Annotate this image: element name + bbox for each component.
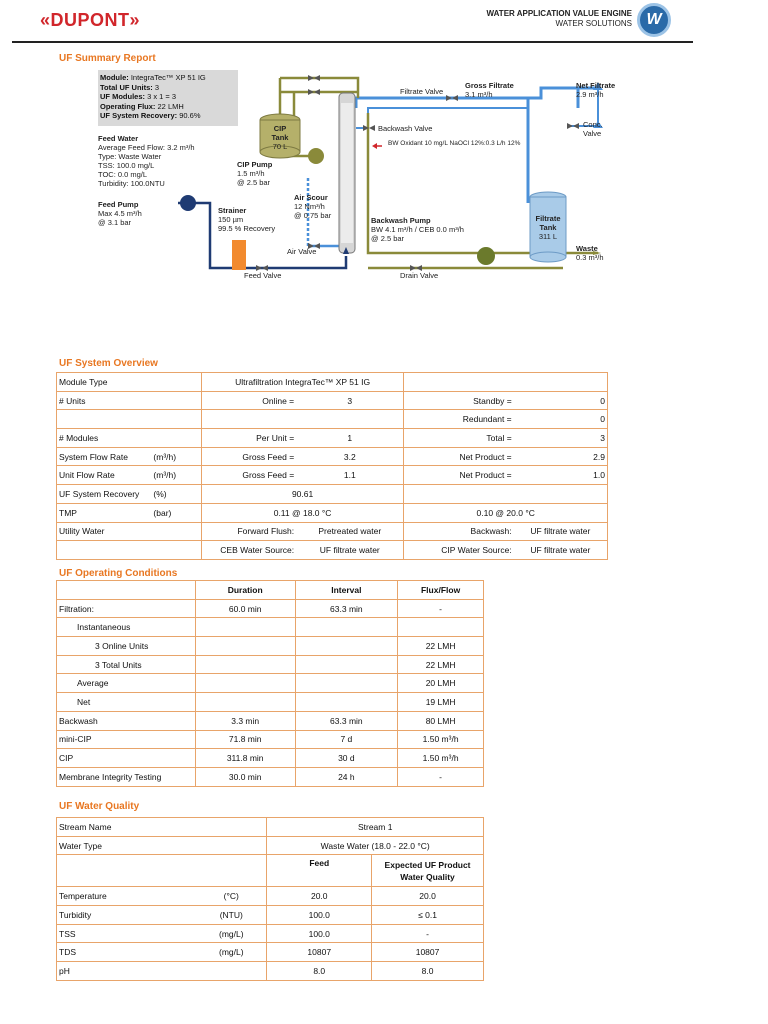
cip-pump-info: CIP Pump 1.5 m³/h @ 2.5 bar	[237, 160, 273, 187]
table-row: Backwash 3.3 min 63.3 min 80 LMH	[57, 711, 484, 730]
net-filtrate-info: Net Filtrate 2.9 m³/h	[576, 81, 616, 99]
table-row: # Modules Per Unit = 1 Total = 3	[57, 429, 608, 448]
feed-valve-label: Feed Valve	[244, 271, 282, 280]
strainer-shape	[232, 240, 246, 270]
table-row: mini-CIP 71.8 min 7 d 1.50 m³/h	[57, 730, 484, 749]
module-label: Module:	[100, 73, 129, 82]
water-solutions-logo: W	[637, 3, 671, 37]
table-row: System Flow Rate (m³/h) Gross Feed = 3.2 Net Product = 2.9	[57, 447, 608, 466]
conc-valve-icon	[567, 123, 579, 129]
table-row: Utility Water Forward Flush: Pretreated water Backwash: UF filtrate water	[57, 522, 608, 541]
overview-table	[56, 372, 608, 560]
air-valve-label: Air Valve	[287, 247, 317, 256]
quality-table	[56, 817, 484, 981]
feed-water-info: Feed Water Average Feed Flow: 3.2 m³/h Type: Waste Water TSS: 100.0 mg/L TOC: 0.0 mg/L Turbidity: 100.0NTU	[98, 134, 195, 188]
filtrate-valve-icon	[446, 95, 458, 101]
table-row: Stream Name Stream 1	[57, 818, 484, 837]
table-row: Redundant = 0	[57, 410, 608, 429]
engine-header	[487, 9, 632, 29]
cip-pump	[308, 148, 324, 164]
table-row: pH 8.0 8.0	[57, 962, 484, 981]
header-divider	[12, 41, 693, 43]
drain-valve-label: Drain Valve	[400, 271, 439, 280]
table-row: CEB Water Source: UF filtrate water CIP Water Source: UF filtrate water	[57, 541, 608, 560]
table-row: Net 19 LMH	[57, 693, 484, 712]
summary-title: UF Summary Report	[59, 53, 156, 64]
cip-tank-label: CIP Tank 70 L	[271, 124, 289, 151]
table-row: Turbidity (NTU) 100.0 ≤ 0.1	[57, 906, 484, 925]
table-header-row: Duration Interval Flux/Flow	[57, 581, 484, 600]
table-row: 3 Total Units 22 LMH	[57, 655, 484, 674]
operating-table	[56, 580, 484, 787]
units-value: 3	[154, 82, 160, 92]
backwash-pump-info: Backwash Pump BW 4.1 m³/h / CEB 0.0 m³/h @ 2.5 bar	[371, 216, 464, 243]
process-diagram	[58, 68, 618, 286]
table-row: Unit Flow Rate (m³/h) Gross Feed = 1.1 Net Product = 1.0	[57, 466, 608, 485]
feed-pump-shape	[180, 195, 196, 211]
module-value: IntegraTec™ XP 51 IG	[130, 73, 206, 82]
strainer-info: Strainer 150 µm 99.5 % Recovery	[218, 206, 276, 233]
table-row: Module Type Ultrafiltration IntegraTec™ XP 51 IG	[57, 373, 608, 392]
cip-valve-icon	[308, 75, 320, 81]
conc-valve-label: Conc. Valve	[583, 120, 603, 138]
quality-title: UF Water Quality	[59, 801, 140, 812]
air-scour-info: Air Scour 12 Nm³/h @ 0.75 bar	[294, 193, 332, 220]
table-row: Membrane Integrity Testing 30.0 min 24 h -	[57, 767, 484, 786]
table-row: CIP 311.8 min 30 d 1.50 m³/h	[57, 749, 484, 768]
engine-subtitle: WATER SOLUTIONS	[555, 19, 632, 28]
table-row: Average 20 LMH	[57, 674, 484, 693]
bw-oxidant-label: BW Oxidant 10 mg/L NaOCl 12%:0.3 L/h 12%	[388, 140, 521, 147]
oxidant-arrow-icon	[372, 143, 377, 149]
dupont-logo: «DUPONT»	[40, 10, 141, 30]
table-row: 3 Online Units 22 LMH	[57, 637, 484, 656]
table-header-row: Feed Expected UF Product Water Quality	[57, 855, 484, 887]
recovery-label: UF System Recovery:	[100, 111, 178, 120]
filtrate-valve-label: Filtrate Valve	[400, 87, 444, 96]
table-row: TDS (mg/L) 10807 10807	[57, 943, 484, 962]
gross-filtrate-pipe	[356, 98, 528, 108]
flux-label: Operating Flux:	[100, 101, 156, 111]
modules-value: 3 x 1 = 3	[147, 92, 177, 101]
table-row: UF System Recovery (%) 90.61	[57, 485, 608, 504]
flux-value: 22 LMH	[157, 101, 184, 111]
recovery-value: 90.6%	[179, 111, 201, 120]
table-row: TSS (mg/L) 100.0 -	[57, 924, 484, 943]
backwash-valve-label: Backwash Valve	[378, 124, 433, 133]
feed-pump-info: Feed Pump Max 4.5 m³/h @ 3.1 bar	[98, 200, 142, 227]
table-row: Temperature (°C) 20.0 20.0	[57, 887, 484, 906]
table-row: Water Type Waste Water (18.0 - 22.0 °C)	[57, 836, 484, 855]
gross-filtrate-info: Gross Filtrate 3.1 m³/h	[465, 81, 514, 99]
table-row: TMP (bar) 0.11 @ 18.0 °C 0.10 @ 20.0 °C	[57, 503, 608, 522]
modules-label: UF Modules:	[100, 92, 145, 101]
table-row: # Units Online = 3 Standby = 0	[57, 391, 608, 410]
engine-title: WATER APPLICATION VALUE ENGINE	[486, 9, 632, 18]
cip-return-valve-icon	[308, 89, 320, 95]
summary-box	[98, 70, 238, 126]
backwash-pump-shape	[477, 247, 495, 265]
filtrate-tank-label: Filtrate Tank 311 L	[535, 214, 561, 241]
table-row: Instantaneous	[57, 618, 484, 637]
overview-title: UF System Overview	[59, 358, 158, 369]
waste-info: Waste 0.3 m³/h	[576, 244, 604, 262]
units-label: Total UF Units:	[100, 82, 153, 92]
operating-title: UF Operating Conditions	[59, 568, 178, 579]
table-row: Filtration: 60.0 min 63.3 min -	[57, 599, 484, 618]
